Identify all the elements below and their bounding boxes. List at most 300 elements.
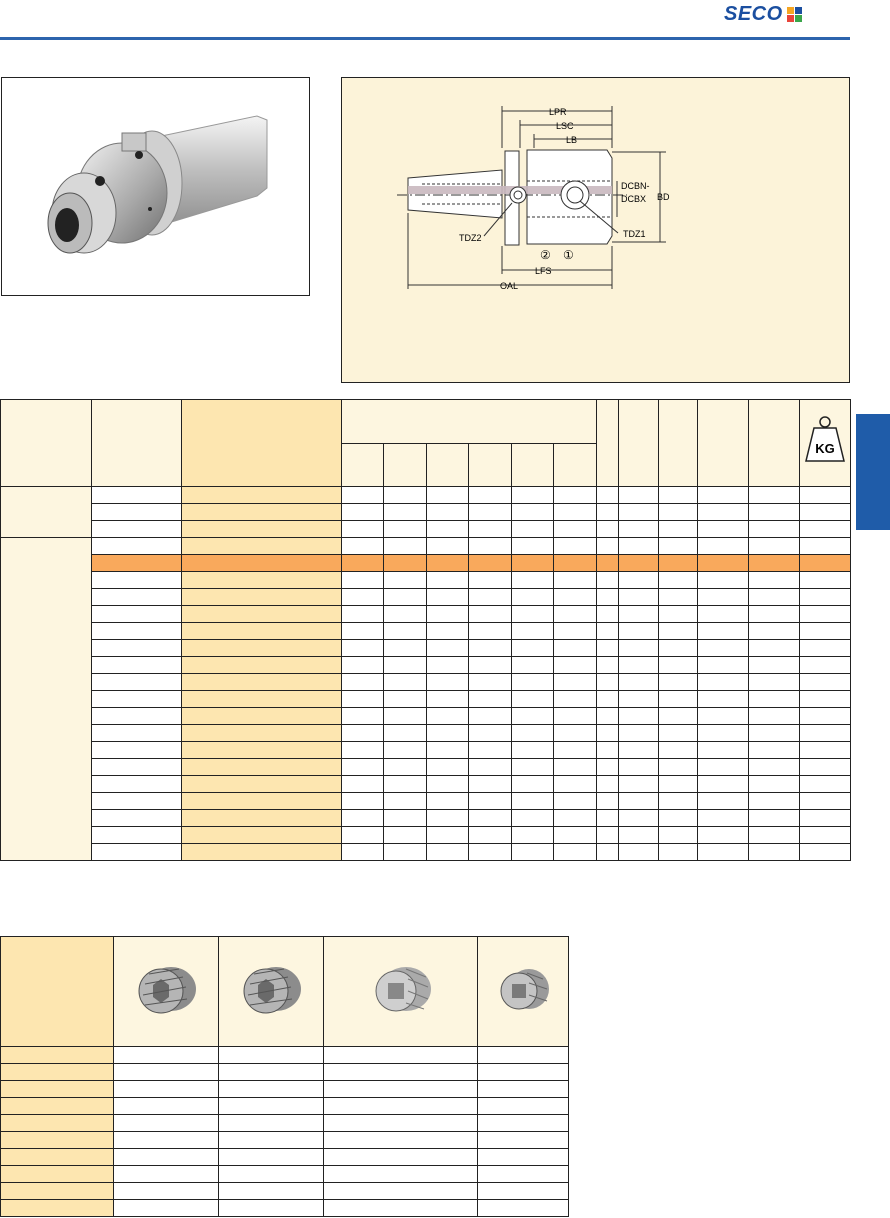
table-cell <box>597 827 619 844</box>
table-cell <box>554 572 597 589</box>
table-cell <box>619 759 659 776</box>
table-cell <box>512 538 554 555</box>
table-row <box>1 657 851 674</box>
table-cell <box>512 623 554 640</box>
table-cell <box>182 538 342 555</box>
label-dcbx: DCBX <box>621 194 647 204</box>
table-cell <box>384 572 427 589</box>
set-screw-icon <box>236 959 306 1019</box>
table-cell <box>114 1098 219 1115</box>
table-cell <box>469 759 512 776</box>
table-cell <box>384 657 427 674</box>
table-cell <box>384 521 427 538</box>
table-cell <box>659 844 698 861</box>
table-cell <box>182 742 342 759</box>
table-row <box>1 810 851 827</box>
table-cell <box>659 521 698 538</box>
table-cell <box>597 844 619 861</box>
table-cell <box>659 589 698 606</box>
table-row <box>1 538 851 555</box>
table-cell <box>469 844 512 861</box>
table-cell <box>659 793 698 810</box>
table-row <box>1 759 851 776</box>
table-cell <box>427 487 469 504</box>
table-cell <box>182 640 342 657</box>
label-tdz1: TDZ1 <box>623 229 646 239</box>
table-cell <box>427 725 469 742</box>
table-cell <box>114 1166 219 1183</box>
table-cell <box>749 759 800 776</box>
label-lb: LB <box>566 135 578 145</box>
table-cell <box>478 1166 569 1183</box>
table-cell <box>182 793 342 810</box>
accessory-header-cell <box>478 937 569 1047</box>
table-cell <box>324 1064 478 1081</box>
seco-logo <box>724 4 802 24</box>
table-cell <box>800 572 851 589</box>
table-cell <box>554 844 597 861</box>
table-cell <box>749 810 800 827</box>
table-cell <box>219 1200 324 1217</box>
table-cell <box>114 1064 219 1081</box>
table-cell <box>342 487 384 504</box>
table-cell <box>427 572 469 589</box>
table-cell <box>512 742 554 759</box>
header-cell <box>659 400 698 487</box>
table-cell <box>800 810 851 827</box>
table-cell <box>427 521 469 538</box>
main-spec-table <box>0 399 851 861</box>
table-cell <box>554 708 597 725</box>
table-cell <box>800 657 851 674</box>
table-cell <box>92 844 182 861</box>
table-cell <box>427 640 469 657</box>
table-cell <box>512 776 554 793</box>
subheader-cell <box>512 444 554 487</box>
table-cell <box>698 521 749 538</box>
weight-header-cell <box>800 400 851 487</box>
table-cell <box>92 759 182 776</box>
table-cell <box>698 487 749 504</box>
table-row <box>1 776 851 793</box>
table-cell <box>512 504 554 521</box>
table-cell <box>469 640 512 657</box>
table-cell <box>427 555 469 572</box>
header-cell <box>749 400 800 487</box>
table-cell <box>698 572 749 589</box>
table-cell <box>384 827 427 844</box>
table-cell <box>800 827 851 844</box>
table-cell <box>749 640 800 657</box>
table-cell <box>698 759 749 776</box>
table-cell <box>619 844 659 861</box>
table-cell <box>219 1149 324 1166</box>
table-cell <box>512 759 554 776</box>
table-cell <box>342 606 384 623</box>
table-cell <box>1 1132 114 1149</box>
table-cell <box>469 538 512 555</box>
table-cell <box>749 606 800 623</box>
accessory-header-cell <box>324 937 478 1047</box>
table-cell <box>342 793 384 810</box>
table-cell <box>182 844 342 861</box>
table-cell <box>619 555 659 572</box>
circle-label-1: ① <box>563 248 574 262</box>
table-cell <box>384 504 427 521</box>
label-lpr: LPR <box>549 107 567 117</box>
subheader-cell <box>427 444 469 487</box>
table-cell <box>342 776 384 793</box>
table-cell <box>219 1132 324 1149</box>
table-cell <box>800 776 851 793</box>
table-cell <box>342 844 384 861</box>
circle-label-2: ② <box>540 248 551 262</box>
table-cell <box>384 623 427 640</box>
product-photo-frame <box>1 77 310 296</box>
table-cell <box>182 572 342 589</box>
table-cell <box>469 572 512 589</box>
table-cell <box>659 810 698 827</box>
header-cell <box>92 400 182 487</box>
table-row <box>1 623 851 640</box>
header-cell <box>182 400 342 487</box>
table-cell <box>92 708 182 725</box>
table-cell <box>469 606 512 623</box>
table-cell <box>324 1183 478 1200</box>
table-cell <box>698 725 749 742</box>
table-cell <box>597 674 619 691</box>
table-cell <box>427 759 469 776</box>
table-cell <box>554 606 597 623</box>
table-cell <box>182 827 342 844</box>
table-cell <box>427 504 469 521</box>
accessory-header-cell <box>114 937 219 1047</box>
table-cell <box>800 521 851 538</box>
table-cell <box>800 844 851 861</box>
table-cell <box>342 827 384 844</box>
table-row <box>1 1047 569 1064</box>
table-cell <box>698 538 749 555</box>
table-cell <box>659 691 698 708</box>
table-cell <box>619 640 659 657</box>
table-cell <box>478 1183 569 1200</box>
table-cell <box>749 691 800 708</box>
label-lfs: LFS <box>535 266 552 276</box>
table-cell <box>619 827 659 844</box>
table-cell <box>512 708 554 725</box>
table-cell <box>469 674 512 691</box>
table-cell <box>478 1098 569 1115</box>
table-cell <box>749 657 800 674</box>
table-cell <box>597 623 619 640</box>
table-cell <box>659 657 698 674</box>
table-cell <box>384 674 427 691</box>
table-cell <box>800 674 851 691</box>
table-cell <box>800 487 851 504</box>
header-cell <box>597 400 619 487</box>
table-cell <box>512 844 554 861</box>
table-cell <box>749 504 800 521</box>
table-cell <box>342 504 384 521</box>
table-cell <box>698 793 749 810</box>
subheader-cell <box>554 444 597 487</box>
table-cell <box>384 538 427 555</box>
table-cell <box>749 572 800 589</box>
table-cell <box>800 759 851 776</box>
table-cell <box>384 810 427 827</box>
table-cell <box>749 487 800 504</box>
table-cell <box>597 708 619 725</box>
table-cell <box>1 1183 114 1200</box>
table-cell <box>182 623 342 640</box>
table-row <box>1 1081 569 1098</box>
table-row <box>1 555 851 572</box>
table-cell <box>342 623 384 640</box>
table-cell <box>619 572 659 589</box>
table-cell <box>800 725 851 742</box>
table-cell <box>1 1149 114 1166</box>
table-cell <box>554 657 597 674</box>
table-row <box>1 1166 569 1183</box>
table-cell <box>619 725 659 742</box>
table-cell <box>92 555 182 572</box>
table-cell <box>619 538 659 555</box>
table-cell <box>597 640 619 657</box>
group-cell <box>1 487 92 538</box>
table-cell <box>384 759 427 776</box>
table-row <box>1 1200 569 1217</box>
table-cell <box>427 708 469 725</box>
table-cell <box>698 844 749 861</box>
table-row <box>1 1098 569 1115</box>
table-cell <box>749 538 800 555</box>
table-cell <box>384 691 427 708</box>
table-cell <box>182 725 342 742</box>
table-cell <box>92 521 182 538</box>
table-cell <box>427 623 469 640</box>
table-cell <box>749 708 800 725</box>
table-cell <box>427 606 469 623</box>
table-cell <box>800 640 851 657</box>
table-row <box>1 640 851 657</box>
table-cell <box>619 504 659 521</box>
section-tab <box>856 414 890 530</box>
table-cell <box>800 708 851 725</box>
table-cell <box>597 606 619 623</box>
table-cell <box>182 521 342 538</box>
table-cell <box>749 555 800 572</box>
table-cell <box>512 691 554 708</box>
table-cell <box>182 674 342 691</box>
table-cell <box>182 708 342 725</box>
table-cell <box>619 589 659 606</box>
table-cell <box>619 793 659 810</box>
accessories-table <box>0 936 569 1217</box>
table-cell <box>1 1200 114 1217</box>
table-cell <box>342 589 384 606</box>
table-cell <box>384 844 427 861</box>
table-cell <box>597 555 619 572</box>
set-screw-icon <box>131 959 201 1019</box>
logo-squares <box>787 7 802 22</box>
table-cell <box>698 555 749 572</box>
table-cell <box>342 725 384 742</box>
table-cell <box>469 691 512 708</box>
table-cell <box>114 1081 219 1098</box>
group-cell <box>1 538 92 861</box>
table-row <box>1 521 851 538</box>
table-cell <box>92 589 182 606</box>
table-cell <box>384 589 427 606</box>
table-cell <box>219 1098 324 1115</box>
table-cell <box>384 708 427 725</box>
table-cell <box>512 589 554 606</box>
table-cell <box>698 776 749 793</box>
label-lsc: LSC <box>556 121 574 131</box>
table-cell <box>512 793 554 810</box>
table-cell <box>659 504 698 521</box>
table-cell <box>512 657 554 674</box>
table-cell <box>478 1047 569 1064</box>
table-cell <box>469 521 512 538</box>
accessory-header-cell <box>219 937 324 1047</box>
table-cell <box>1 1081 114 1098</box>
dimension-drawing <box>342 78 849 382</box>
table-cell <box>512 555 554 572</box>
table-cell <box>384 640 427 657</box>
table-cell <box>92 504 182 521</box>
table-cell <box>427 538 469 555</box>
table-cell <box>324 1098 478 1115</box>
table-cell <box>182 504 342 521</box>
table-cell <box>427 589 469 606</box>
table-cell <box>659 572 698 589</box>
table-cell <box>554 504 597 521</box>
table-cell <box>512 572 554 589</box>
weight-icon <box>800 411 850 471</box>
table-cell <box>469 589 512 606</box>
table-cell <box>619 708 659 725</box>
table-cell <box>324 1115 478 1132</box>
table-cell <box>554 487 597 504</box>
table-cell <box>659 555 698 572</box>
table-cell <box>342 572 384 589</box>
table-cell <box>384 725 427 742</box>
table-cell <box>478 1149 569 1166</box>
table-row <box>1 1115 569 1132</box>
table-cell <box>427 657 469 674</box>
table-cell <box>384 742 427 759</box>
table-cell <box>659 674 698 691</box>
threaded-bushing-icon <box>366 959 436 1019</box>
table-cell <box>749 793 800 810</box>
table-cell <box>512 640 554 657</box>
table-row <box>1 725 851 742</box>
table-cell <box>182 589 342 606</box>
table-cell <box>92 606 182 623</box>
table-cell <box>342 657 384 674</box>
table-cell <box>114 1115 219 1132</box>
table-cell <box>698 674 749 691</box>
table-cell <box>469 708 512 725</box>
table-row <box>1 504 851 521</box>
table-cell <box>554 521 597 538</box>
table-cell <box>92 487 182 504</box>
table-cell <box>597 742 619 759</box>
table-cell <box>619 521 659 538</box>
table-cell <box>469 725 512 742</box>
table-cell <box>324 1132 478 1149</box>
table-cell <box>512 606 554 623</box>
table-cell <box>114 1132 219 1149</box>
logo-text: SECO <box>724 3 783 25</box>
table-cell <box>342 538 384 555</box>
table-cell <box>92 674 182 691</box>
table-cell <box>749 776 800 793</box>
table-cell <box>749 521 800 538</box>
table-row <box>1 487 851 504</box>
table-cell <box>219 1047 324 1064</box>
table-cell <box>219 1081 324 1098</box>
table-cell <box>749 844 800 861</box>
table-cell <box>800 555 851 572</box>
table-row <box>1 674 851 691</box>
table-row <box>1 1149 569 1166</box>
table-cell <box>427 674 469 691</box>
table-cell <box>659 725 698 742</box>
dimension-diagram <box>341 77 850 383</box>
table-row <box>1 589 851 606</box>
table-cell <box>597 776 619 793</box>
table-cell <box>554 759 597 776</box>
table-row <box>1 1132 569 1149</box>
table-cell <box>698 691 749 708</box>
table-cell <box>554 674 597 691</box>
table-cell <box>469 793 512 810</box>
table-cell <box>659 487 698 504</box>
table-cell <box>478 1132 569 1149</box>
table-cell <box>597 810 619 827</box>
table-cell <box>800 538 851 555</box>
table-cell <box>597 538 619 555</box>
table-cell <box>384 793 427 810</box>
subheader-cell <box>342 444 384 487</box>
table-cell <box>182 776 342 793</box>
table-cell <box>342 521 384 538</box>
table-cell <box>800 691 851 708</box>
table-cell <box>324 1047 478 1064</box>
table-cell <box>342 708 384 725</box>
table-cell <box>597 487 619 504</box>
table-cell <box>698 657 749 674</box>
table-cell <box>512 725 554 742</box>
table-cell <box>554 640 597 657</box>
table-cell <box>114 1183 219 1200</box>
table-cell <box>512 810 554 827</box>
table-cell <box>597 521 619 538</box>
table-cell <box>92 742 182 759</box>
table-cell <box>469 742 512 759</box>
table-cell <box>182 691 342 708</box>
table-cell <box>92 691 182 708</box>
header-group-cell <box>342 400 597 444</box>
table-cell <box>659 538 698 555</box>
table-cell <box>478 1081 569 1098</box>
table-cell <box>597 691 619 708</box>
subheader-cell <box>384 444 427 487</box>
table-cell <box>427 691 469 708</box>
table-cell <box>659 759 698 776</box>
